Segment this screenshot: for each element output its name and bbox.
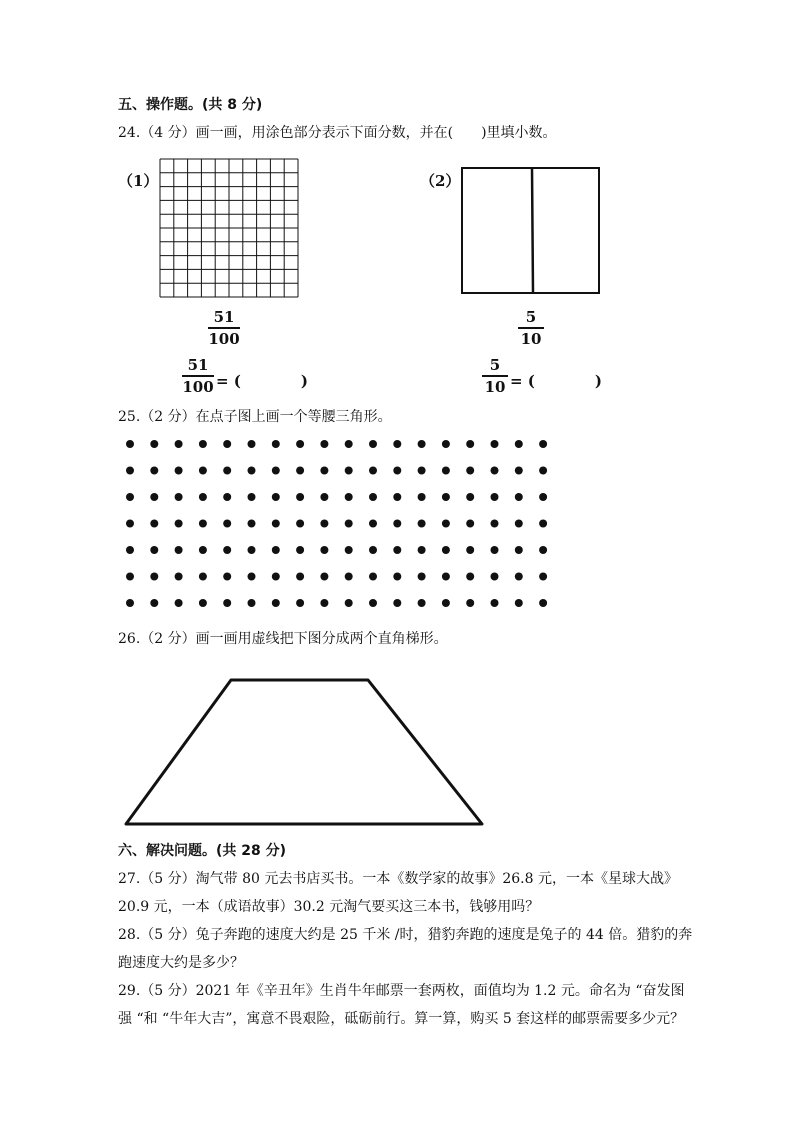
grid-dot[interactable] bbox=[539, 520, 547, 528]
dot-grid[interactable] bbox=[118, 434, 568, 614]
grid-dot[interactable] bbox=[393, 599, 401, 607]
grid-dot[interactable] bbox=[248, 493, 256, 501]
grid-dot[interactable] bbox=[418, 467, 426, 475]
grid-dot[interactable] bbox=[272, 546, 280, 554]
fraction-denominator: 100 bbox=[208, 330, 240, 348]
trapezoid-outline bbox=[126, 680, 482, 824]
question-27-line1: 27.（5 分）淘气带 80 元去书店买书。一本《数学家的故事》26.8 元，一本《星球大战》 bbox=[118, 871, 678, 887]
grid-dot[interactable] bbox=[466, 467, 474, 475]
grid-dot[interactable] bbox=[515, 493, 523, 501]
grid-dot[interactable] bbox=[515, 546, 523, 554]
grid-dot[interactable] bbox=[320, 520, 328, 528]
grid-dot[interactable] bbox=[539, 573, 547, 581]
grid-dot[interactable] bbox=[199, 493, 207, 501]
grid-dot[interactable] bbox=[296, 599, 304, 607]
grid-dot[interactable] bbox=[442, 520, 450, 528]
grid-dot[interactable] bbox=[442, 467, 450, 475]
grid-dot[interactable] bbox=[175, 573, 183, 581]
grid-dot[interactable] bbox=[320, 573, 328, 581]
section6-heading: 六、解决问题。(共 28 分) bbox=[118, 843, 287, 859]
fraction-numerator: 51 bbox=[187, 356, 209, 374]
grid-dot[interactable] bbox=[272, 599, 280, 607]
fraction-numerator: 51 bbox=[213, 308, 235, 326]
grid-dot[interactable] bbox=[345, 520, 353, 528]
grid-dot[interactable] bbox=[418, 520, 426, 528]
grid-dot[interactable] bbox=[248, 573, 256, 581]
fraction-bar bbox=[208, 327, 240, 329]
fraction-51-100-eq bbox=[182, 356, 214, 396]
grid-dot[interactable] bbox=[418, 440, 426, 448]
grid-dot[interactable] bbox=[272, 520, 280, 528]
grid-dot[interactable] bbox=[418, 546, 426, 554]
grid-dot[interactable] bbox=[515, 599, 523, 607]
grid-dot[interactable] bbox=[223, 467, 231, 475]
grid-dot[interactable] bbox=[442, 440, 450, 448]
answer-blank-1[interactable]: = ( ) bbox=[216, 372, 308, 390]
fraction-denominator: 100 bbox=[182, 378, 214, 396]
grid-dot[interactable] bbox=[272, 440, 280, 448]
fraction-numerator: 5 bbox=[489, 356, 501, 374]
fraction-5-10-eq bbox=[482, 356, 508, 396]
grid-dot[interactable] bbox=[223, 599, 231, 607]
grid-dot[interactable] bbox=[418, 599, 426, 607]
grid-dot[interactable] bbox=[539, 467, 547, 475]
grid-dot[interactable] bbox=[199, 599, 207, 607]
grid-dot[interactable] bbox=[248, 467, 256, 475]
grid-dot[interactable] bbox=[491, 599, 499, 607]
question-29-line2: 强 “和 “牛年大吉”，寓意不畏艰险，砥砺前行。算一算，购买 5 套这样的邮票需要多少元？ bbox=[118, 1011, 685, 1027]
grid-dot[interactable] bbox=[272, 467, 280, 475]
grid-dot[interactable] bbox=[418, 573, 426, 581]
grid-dot[interactable] bbox=[393, 520, 401, 528]
grid-dot[interactable] bbox=[369, 493, 377, 501]
grid-dot[interactable] bbox=[515, 440, 523, 448]
grid-dot[interactable] bbox=[150, 546, 158, 554]
grid-dot[interactable] bbox=[320, 467, 328, 475]
rectangle-divider bbox=[532, 168, 533, 293]
grid-dot[interactable] bbox=[150, 467, 158, 475]
grid-dot[interactable] bbox=[248, 440, 256, 448]
grid-dot[interactable] bbox=[320, 440, 328, 448]
hundred-grid[interactable] bbox=[159, 158, 299, 298]
grid-dot[interactable] bbox=[175, 493, 183, 501]
grid-dot[interactable] bbox=[369, 520, 377, 528]
grid-dot[interactable] bbox=[345, 573, 353, 581]
grid-dot[interactable] bbox=[491, 546, 499, 554]
grid-dot[interactable] bbox=[393, 573, 401, 581]
grid-dot[interactable] bbox=[466, 493, 474, 501]
grid-dot[interactable] bbox=[126, 493, 134, 501]
grid-dot[interactable] bbox=[442, 493, 450, 501]
grid-dot[interactable] bbox=[175, 520, 183, 528]
rectangle-figure[interactable] bbox=[460, 166, 602, 296]
fraction-bar bbox=[182, 375, 214, 377]
part2-label: （2） bbox=[420, 172, 461, 190]
grid-dot[interactable] bbox=[369, 467, 377, 475]
grid-dot[interactable] bbox=[515, 467, 523, 475]
answer-blank-2[interactable]: = ( ) bbox=[510, 372, 602, 390]
grid-dot[interactable] bbox=[345, 599, 353, 607]
section5-heading: 五、操作题。(共 8 分) bbox=[118, 97, 263, 113]
grid-dot[interactable] bbox=[126, 440, 134, 448]
grid-dot[interactable] bbox=[369, 599, 377, 607]
grid-dot[interactable] bbox=[393, 493, 401, 501]
grid-dot[interactable] bbox=[150, 520, 158, 528]
grid-dot[interactable] bbox=[393, 546, 401, 554]
grid-dot[interactable] bbox=[539, 493, 547, 501]
grid-dot[interactable] bbox=[175, 440, 183, 448]
question-25-text: 25.（2 分）在点子图上画一个等腰三角形。 bbox=[118, 409, 392, 425]
grid-dot[interactable] bbox=[272, 493, 280, 501]
grid-dot[interactable] bbox=[491, 440, 499, 448]
grid-dot[interactable] bbox=[126, 467, 134, 475]
grid-dot[interactable] bbox=[466, 520, 474, 528]
grid-dot[interactable] bbox=[345, 546, 353, 554]
part1-label: （1） bbox=[118, 172, 159, 190]
grid-dot[interactable] bbox=[150, 599, 158, 607]
grid-dot[interactable] bbox=[223, 440, 231, 448]
rectangle-outline bbox=[462, 168, 599, 293]
grid-dot[interactable] bbox=[150, 440, 158, 448]
question-24-text: 24.（4 分）画一画，用涂色部分表示下面分数，并在( )里填小数。 bbox=[118, 125, 557, 141]
grid-dot[interactable] bbox=[393, 440, 401, 448]
grid-dot[interactable] bbox=[515, 520, 523, 528]
grid-dot[interactable] bbox=[320, 493, 328, 501]
fraction-bar bbox=[518, 327, 544, 329]
grid-dot[interactable] bbox=[515, 573, 523, 581]
grid-dot[interactable] bbox=[150, 573, 158, 581]
question-27-line2: 20.9 元，一本（成语故事）30.2 元淘气要买这三本书，钱够用吗？ bbox=[118, 899, 540, 915]
grid-dot[interactable] bbox=[126, 546, 134, 554]
grid-dot[interactable] bbox=[248, 599, 256, 607]
question-28-line2: 跑速度大约是多少？ bbox=[118, 955, 244, 971]
trapezoid-figure[interactable] bbox=[118, 672, 490, 832]
grid-dot[interactable] bbox=[296, 520, 304, 528]
grid-dot[interactable] bbox=[466, 573, 474, 581]
grid-dot[interactable] bbox=[296, 573, 304, 581]
question-29-line1: 29.（5 分）2021 年《辛丑年》生肖牛年邮票一套两枚，面值均为 1.2 元。命名为 “奋发图 bbox=[118, 983, 685, 999]
grid-dot[interactable] bbox=[539, 546, 547, 554]
grid-dot[interactable] bbox=[175, 546, 183, 554]
fraction-numerator: 5 bbox=[525, 308, 537, 326]
grid-dot[interactable] bbox=[126, 599, 134, 607]
grid-dot[interactable] bbox=[442, 599, 450, 607]
grid-dot[interactable] bbox=[150, 493, 158, 501]
grid-dot[interactable] bbox=[296, 546, 304, 554]
grid-dot[interactable] bbox=[223, 520, 231, 528]
grid-dot[interactable] bbox=[296, 493, 304, 501]
grid-dot[interactable] bbox=[296, 467, 304, 475]
grid-dot[interactable] bbox=[466, 599, 474, 607]
grid-dot[interactable] bbox=[369, 546, 377, 554]
grid-dot[interactable] bbox=[126, 573, 134, 581]
grid-dot[interactable] bbox=[248, 520, 256, 528]
grid-dot[interactable] bbox=[491, 493, 499, 501]
grid-dot[interactable] bbox=[175, 599, 183, 607]
grid-dot[interactable] bbox=[491, 467, 499, 475]
grid-dot[interactable] bbox=[223, 493, 231, 501]
grid-dot[interactable] bbox=[320, 546, 328, 554]
grid-dot[interactable] bbox=[345, 467, 353, 475]
grid-dot[interactable] bbox=[223, 573, 231, 581]
grid-dot[interactable] bbox=[491, 520, 499, 528]
grid-dot[interactable] bbox=[199, 467, 207, 475]
grid-dot[interactable] bbox=[199, 520, 207, 528]
fraction-51-100 bbox=[208, 308, 240, 348]
grid-dot[interactable] bbox=[345, 440, 353, 448]
grid-dot[interactable] bbox=[442, 573, 450, 581]
grid-dot[interactable] bbox=[442, 546, 450, 554]
grid-dot[interactable] bbox=[296, 440, 304, 448]
grid-dot[interactable] bbox=[418, 493, 426, 501]
grid-dot[interactable] bbox=[199, 573, 207, 581]
grid-dot[interactable] bbox=[466, 440, 474, 448]
grid-dot[interactable] bbox=[345, 493, 353, 501]
grid-dot[interactable] bbox=[126, 520, 134, 528]
fraction-5-10 bbox=[518, 308, 544, 348]
fraction-bar bbox=[482, 375, 508, 377]
grid-dot[interactable] bbox=[248, 546, 256, 554]
grid-dot[interactable] bbox=[466, 546, 474, 554]
fraction-denominator: 10 bbox=[484, 378, 506, 396]
grid-dot[interactable] bbox=[199, 440, 207, 448]
grid-dot[interactable] bbox=[393, 467, 401, 475]
grid-dot[interactable] bbox=[539, 440, 547, 448]
grid-dot[interactable] bbox=[175, 467, 183, 475]
question-26-text: 26.（2 分）画一画用虚线把下图分成两个直角梯形。 bbox=[118, 631, 448, 647]
grid-dot[interactable] bbox=[369, 573, 377, 581]
grid-dot[interactable] bbox=[369, 440, 377, 448]
grid-dot[interactable] bbox=[199, 546, 207, 554]
question-28-line1: 28.（5 分）兔子奔跑的速度大约是 25 千米 /时，猎豹奔跑的速度是兔子的 44 倍。猎豹的奔 bbox=[118, 927, 693, 943]
grid-dot[interactable] bbox=[223, 546, 231, 554]
grid-dot[interactable] bbox=[320, 599, 328, 607]
grid-dot[interactable] bbox=[539, 599, 547, 607]
fraction-denominator: 10 bbox=[520, 330, 542, 348]
grid-dot[interactable] bbox=[491, 573, 499, 581]
grid-dot[interactable] bbox=[272, 573, 280, 581]
